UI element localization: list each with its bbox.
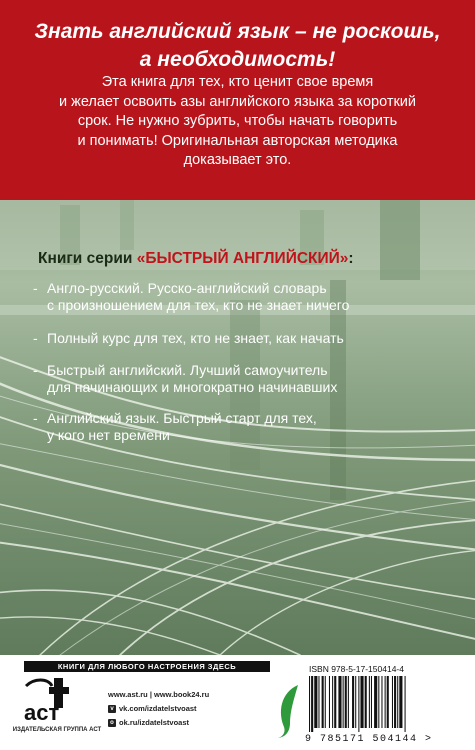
list-item-line: Англо-русский. Русско-английский словарь: [47, 280, 327, 296]
footer-links: [108, 688, 209, 730]
headline-line-2: а необходимость!: [139, 48, 336, 71]
barcode-bar: [392, 676, 393, 728]
barcode-bar: [309, 676, 310, 732]
barcode-bar: [371, 676, 372, 728]
list-item: [33, 280, 349, 314]
barcode-bar: [358, 676, 359, 732]
blurb-line: Эта книга для тех, кто ценит свое время: [101, 74, 374, 90]
barcode: [305, 676, 455, 732]
barcode-bar: [360, 676, 363, 728]
leaf-logo-icon: [276, 683, 302, 739]
barcode-bar: [405, 676, 406, 732]
website-links[interactable]: www.ast.ru | www.book24.ru: [108, 690, 210, 699]
barcode-bar: [332, 676, 333, 728]
barcode-bar: [329, 676, 330, 728]
series-prefix: Книги серии: [38, 250, 137, 267]
list-item: [33, 330, 344, 347]
ok-link-text: ok.ru/izdatelstvoast: [119, 718, 190, 727]
barcode-bar: [314, 676, 317, 728]
headline-line-1: Знать английский язык – не роскошь,: [34, 20, 441, 43]
barcode-bar: [378, 676, 379, 728]
headline: [0, 18, 475, 74]
blurb-line: доказывает это.: [183, 152, 292, 168]
vk-link[interactable]: [108, 702, 209, 716]
bullet-dash: -: [33, 410, 38, 426]
barcode-bar: [381, 676, 382, 728]
list-item: [33, 362, 337, 396]
barcode-bar: [374, 676, 377, 728]
barcode-bar: [385, 676, 386, 728]
bullet-dash: -: [33, 362, 38, 378]
barcode-bar: [399, 676, 402, 728]
publisher-name: ИЗДАТЕЛЬСКАЯ ГРУППА АСТ: [12, 727, 102, 733]
series-name: «БЫСТРЫЙ АНГЛИЙСКИЙ»: [136, 250, 349, 267]
list-item: [33, 410, 317, 444]
ast-logo-text: аст: [24, 700, 60, 724]
list-item-line: для начинающих и многократно начинавших: [47, 379, 338, 395]
barcode-bar: [365, 676, 367, 728]
list-item-line: Быстрый английский. Лучший самоучитель: [47, 362, 328, 378]
barcode-bar: [394, 676, 396, 728]
barcode-number: 9 785171 504144 >: [305, 734, 433, 745]
barcode-bar: [338, 676, 341, 728]
list-item-line: Полный курс для тех, кто не знает, как начать: [47, 330, 344, 346]
barcode-bar: [325, 676, 326, 728]
barcode-bar: [397, 676, 398, 728]
list-item-line: у кого нет времени: [47, 427, 170, 443]
red-header-band: [0, 0, 475, 200]
ok-icon: o: [108, 719, 116, 727]
vk-icon: v: [108, 705, 116, 713]
series-suffix: :: [348, 250, 354, 267]
barcode-bar: [318, 676, 319, 728]
barcode-bar: [334, 676, 336, 728]
barcode-bar: [355, 676, 356, 728]
blurb-line: срок. Не нужно зубрить, чтобы начать говорить: [77, 113, 398, 129]
blurb-line: и понимать! Оригинальная авторская методика: [77, 132, 398, 149]
slogan-banner: КНИГИ ДЛЯ ЛЮБОГО НАСТРОЕНИЯ ЗДЕСЬ: [24, 661, 270, 672]
list-item-line: Английский язык. Быстрый старт для тех,: [47, 410, 317, 426]
isbn: ISBN 978-5-17-150414-4: [309, 664, 404, 674]
ok-link[interactable]: [108, 716, 209, 730]
bullet-dash: -: [33, 280, 38, 296]
barcode-bar: [345, 676, 347, 728]
series-title: [38, 250, 354, 268]
barcode-bar: [348, 676, 349, 728]
barcode-bar: [322, 676, 324, 728]
blurb-line: и желает освоить азы английского языка за короткий: [59, 93, 416, 110]
barcode-bar: [369, 676, 370, 728]
blurb: [0, 73, 475, 171]
barcode-bar: [343, 676, 344, 728]
barcode-bar: [387, 676, 389, 728]
bullet-dash: -: [33, 330, 38, 346]
barcode-bar: [311, 676, 313, 732]
list-item-line: с произношением для тех, кто не знает ничего: [47, 297, 350, 313]
vk-link-text: vk.com/izdatelstvoast: [119, 704, 197, 713]
ast-logo-icon: [20, 676, 76, 724]
barcode-bar: [352, 676, 354, 728]
